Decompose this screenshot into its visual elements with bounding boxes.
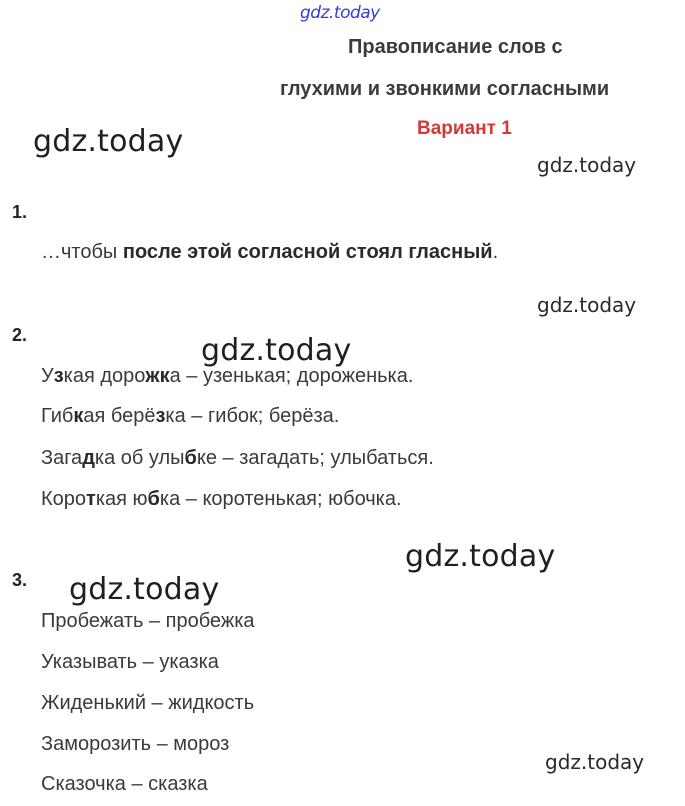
- task-3-line: Жиденький – жидкость: [41, 692, 255, 714]
- line-text: ая берё: [83, 405, 156, 427]
- title-line-2: глухими и звонкими согласными: [280, 78, 610, 100]
- line-text: Коро: [41, 488, 87, 510]
- line-text: ка – гибок; берёза.: [165, 405, 340, 427]
- highlighted-letter: жк: [145, 365, 170, 387]
- highlighted-letter: к: [73, 405, 84, 427]
- highlighted-letter: з: [155, 405, 166, 427]
- watermark-2: gdz.today: [537, 153, 637, 177]
- task-2-line: [41, 365, 413, 388]
- watermark-4: gdz.today: [201, 333, 352, 368]
- highlighted-letter: т: [86, 488, 96, 510]
- task-3-line: Заморозить – мороз: [41, 733, 230, 755]
- line-text: ка об улы: [94, 447, 185, 469]
- watermark-5: gdz.today: [405, 539, 556, 574]
- line-text: а – узенькая; дороженька.: [169, 365, 414, 387]
- title-line-1: Правописание слов с: [348, 36, 563, 58]
- variant-label: Вариант 1: [417, 118, 512, 139]
- watermark-3: gdz.today: [537, 293, 637, 317]
- task-1-number: 1.: [12, 202, 28, 222]
- task-2-line: [41, 488, 402, 511]
- line-text: ка – коротенькая; юбочка.: [159, 488, 402, 510]
- task-2-line: [41, 447, 434, 470]
- task-2-number: 2.: [12, 325, 28, 345]
- highlighted-letter: д: [82, 447, 95, 469]
- highlighted-letter: з: [53, 365, 64, 387]
- line-text: ке – загадать; улыбаться.: [196, 447, 434, 469]
- line-text: кая доро: [63, 365, 146, 387]
- highlighted-letter: б: [147, 488, 160, 510]
- line-text: Зага: [41, 447, 83, 469]
- watermark-1: gdz.today: [33, 124, 184, 159]
- task-1-bold: после этой согласной стоял гласный: [122, 241, 493, 263]
- watermark-6: gdz.today: [69, 572, 220, 607]
- line-text: Гиб: [41, 405, 74, 427]
- task-1-prefix: …чтобы: [41, 241, 123, 263]
- task-1-suffix: .: [492, 241, 499, 263]
- watermark-7: gdz.today: [545, 750, 645, 774]
- line-text: кая ю: [95, 488, 148, 510]
- task-3-line: Указывать – указка: [41, 651, 219, 673]
- watermark-top: gdz.today: [300, 3, 380, 23]
- task-3-line: Сказочка – сказка: [41, 773, 208, 795]
- highlighted-letter: б: [184, 447, 197, 469]
- task-2-line: [41, 405, 339, 428]
- task-1-answer: [41, 241, 498, 264]
- task-3-line: Пробежать – пробежка: [41, 610, 255, 632]
- task-3-number: 3.: [12, 570, 28, 590]
- line-text: У: [41, 365, 54, 387]
